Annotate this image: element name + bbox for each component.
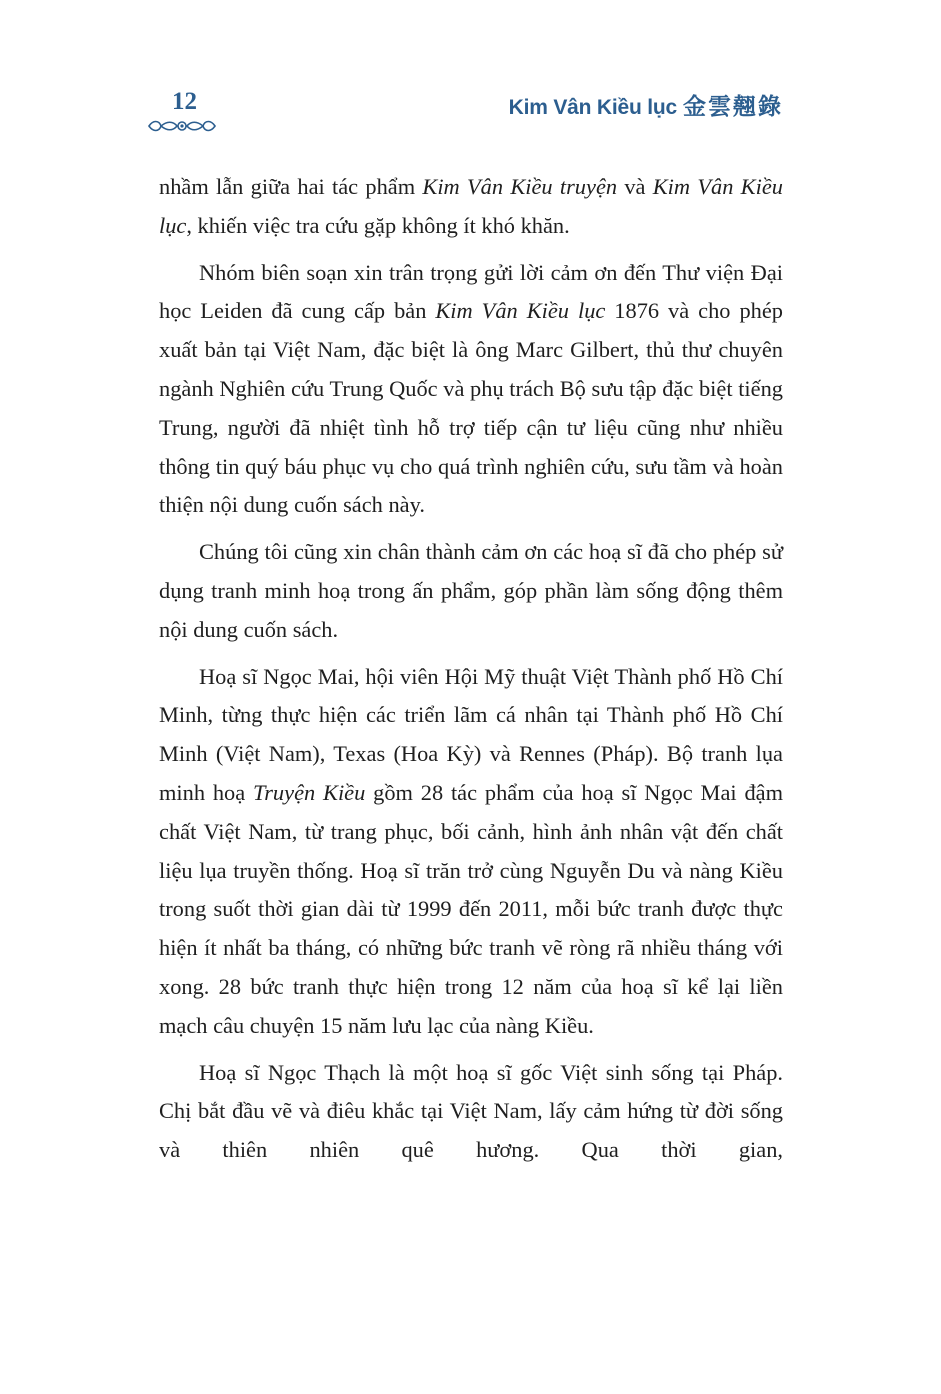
paragraph: Hoạ sĩ Ngọc Thạch là một hoạ sĩ gốc Việt sinh sống tại Pháp. Chị bắt đầu vẽ và điêu khắc tại Việt Nam, lấy cảm hứng từ đời sống và thiên nhiên quê hương. Qua thời gian, [159,1059,783,1163]
italic-title: Kim Vân Kiều lục [159,174,783,238]
paragraph: nhầm lẫn giữa hai tác phẩm Kim Vân Kiều truyện và Kim Vân Kiều lục, khiến việc tra cứu gặp không ít khó khăn. [159,174,783,238]
page-number: 12 [172,88,197,115]
italic-title: Truyện Kiều [253,779,366,805]
decorative-flourish-icon [147,118,217,134]
italic-title: Kim Vân Kiều lục [435,298,606,324]
paragraph: Chúng tôi cũng xin chân thành cảm ơn các hoạ sĩ đã cho phép sử dụng tranh minh hoạ trong ấn phẩm, góp phần làm sống động thêm nội dung cuốn sách. [159,539,783,642]
italic-title: Kim Vân Kiều truyện [422,174,618,199]
book-title: Kim Vân Kiều lục [508,96,677,119]
paragraph: Nhóm biên soạn xin trân trọng gửi lời cảm ơn đến Thư viện Đại học Leiden đã cung cấp bản Kim Vân Kiều lục 1876 và cho phép xuất bản tại Việt Nam, đặc biệt là ông Marc Gilbert, thủ thư chuyên ngành Nghiên cứu Trung Quốc và phụ trách Bộ sưu tập đặc biệt tiếng Trung, người đã nhiệt tình hỗ trợ tiếp cận tư liệu cũng như nhiều thông tin quý báu phục vụ cho quá trình nghiên cứu, sưu tầm và hoàn thiện nội dung cuốn sách này. [159,259,783,518]
running-title [509,88,783,121]
paragraph: Hoạ sĩ Ngọc Mai, hội viên Hội Mỹ thuật Việt Thành phố Hồ Chí Minh, từng thực hiện các triển lãm cá nhân tại Thành phố Hồ Chí Minh (Việt Nam), Texas (Hoa Kỳ) và Rennes (Pháp). Bộ tranh lụa minh hoạ Truyện Kiều gồm 28 tác phẩm của hoạ sĩ Ngọc Mai đậm chất Việt Nam, từ trang phục, bối cảnh, hình ảnh nhân vật đến chất liệu lụa truyền thống. Hoạ sĩ trăn trở cùng Nguyễn Du và nàng Kiều trong suốt thời gian dài từ 1999 đến 2011, mỗi bức tranh được thực hiện ít nhất ba tháng, có những bức tranh vẽ ròng rã nhiều tháng với xong. 28 bức tranh thực hiện trong 12 năm của hoạ sĩ kể lại liền mạch câu chuyện 15 năm lưu lạc của nàng Kiều. [159,663,783,1038]
book-title-cjk: 金雲翹錄 [683,93,783,119]
body-text [159,168,783,1178]
